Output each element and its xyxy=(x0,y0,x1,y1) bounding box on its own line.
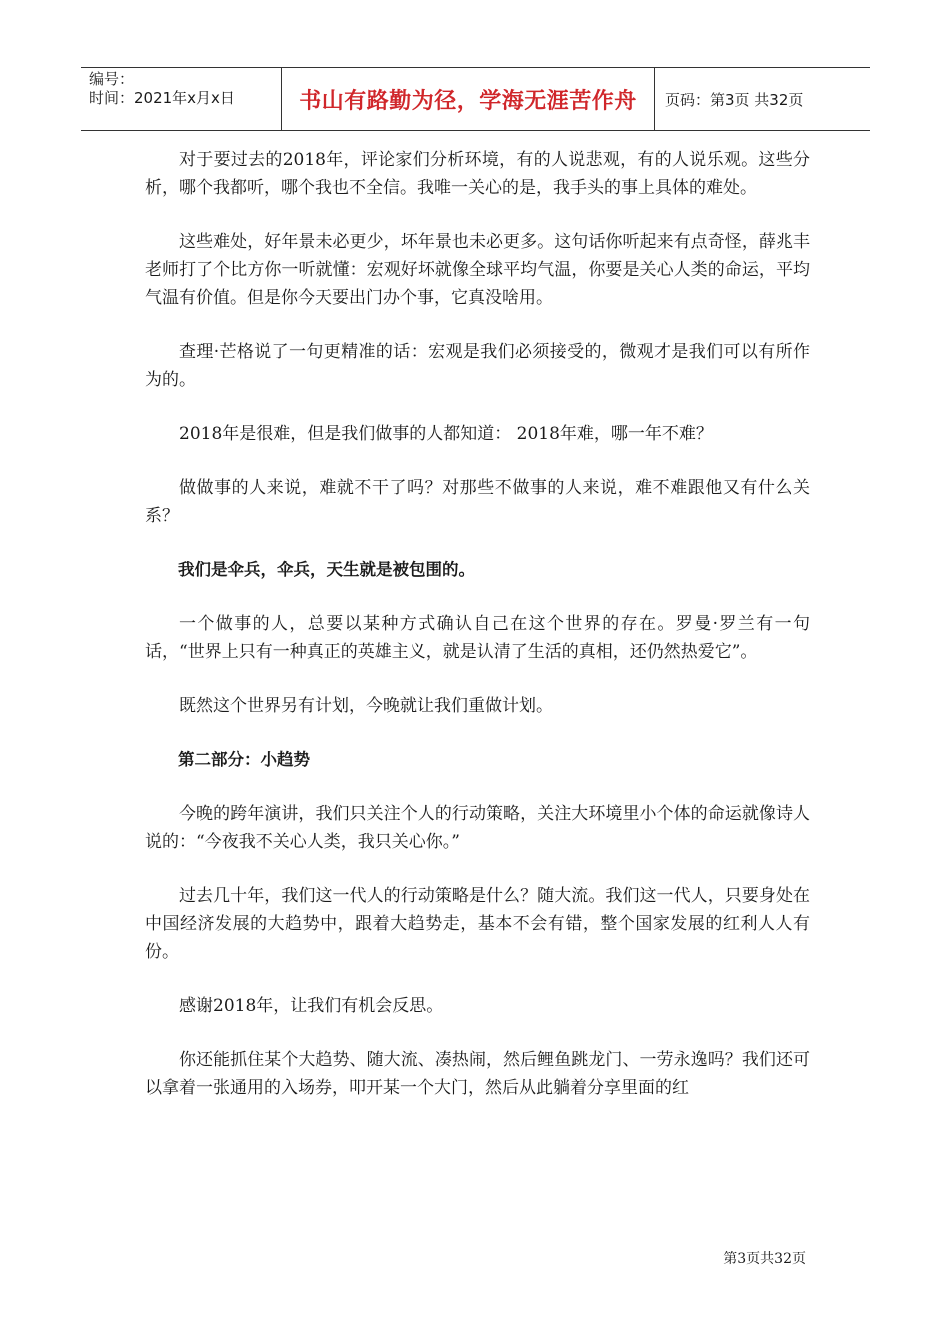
page-footer: 第3页共32页 xyxy=(723,1251,806,1267)
document-body xyxy=(145,146,810,1128)
header-meta xyxy=(81,68,282,130)
paragraph: 你还能抓住某个大趋势、随大流、凑热闹，然后鲤鱼跳龙门、一劳永逸吗？我们还可以拿着一张通用的入场券，叩开某一个大门，然后从此躺着分享里面的红 xyxy=(145,1050,810,1098)
page-header xyxy=(81,67,870,131)
document-number-label: 编号： xyxy=(89,70,135,88)
paragraph: 既然这个世界另有计划，今晚就让我们重做计划。 xyxy=(179,696,553,716)
paragraph: 2018年是很难，但是我们做事的人都知道： 2018年难，哪一年不难？ xyxy=(179,424,713,444)
paragraph: 对于要过去的2018年，评论家们分析环境，有的人说悲观，有的人说乐观。这些分析，哪个我都听，哪个我也不全信。我唯一关心的是，我手头的事上具体的难处。 xyxy=(145,150,810,198)
header-page-code: 页码：第3页 共32页 xyxy=(665,90,804,109)
section-heading: 第二部分：小趋势 xyxy=(178,750,310,769)
document-date: 时间：2021年x月x日 xyxy=(89,89,235,107)
paragraph: 这些难处，好年景未必更少，坏年景也未必更多。这句话你听起来有点奇怪，薛兆丰老师打了个比方你一听就懂：宏观好坏就像全球平均气温，你要是关心人类的命运，平均气温有价值。但是你今天要出门办个事，它真没啥用。 xyxy=(145,232,810,308)
paragraph: 一个做事的人，总要以某种方式确认自己在这个世界的存在。罗曼·罗兰有一句话，“世界上只有一种真正的英雄主义，就是认清了生活的真相，还仍然热爱它”。 xyxy=(145,614,810,662)
header-motto: 书山有路勤为径，学海无涯苦作舟 xyxy=(282,68,655,130)
paragraph: 过去几十年，我们这一代人的行动策略是什么？随大流。我们这一代人，只要身处在中国经济发展的大趋势中，跟着大趋势走，基本不会有错，整个国家发展的红利人人有份。 xyxy=(145,886,810,962)
paragraph: 感谢2018年，让我们有机会反思。 xyxy=(179,996,444,1016)
paragraph: 今晚的跨年演讲，我们只关注个人的行动策略，关注大环境里小个体的命运就像诗人说的：“今夜我不关心人类，我只关心你。” xyxy=(145,804,810,852)
paragraph: 做做事的人来说，难就不干了吗？对那些不做事的人来说，难不难跟他又有什么关系？ xyxy=(145,478,810,526)
bold-statement: 我们是伞兵，伞兵，天生就是被包围的。 xyxy=(178,560,475,579)
paragraph: 查理·芒格说了一句更精准的话：宏观是我们必须接受的，微观才是我们可以有所作为的。 xyxy=(145,342,810,390)
